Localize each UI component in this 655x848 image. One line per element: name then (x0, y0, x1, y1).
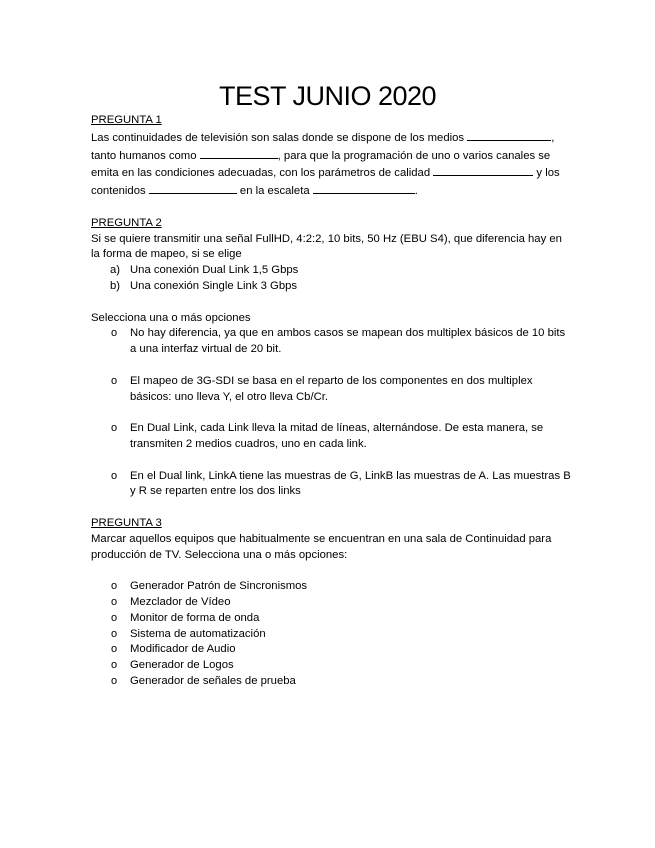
choice-text: Una conexión Dual Link 1,5 Gbps (130, 264, 299, 277)
option-text: Sistema de automatización (130, 627, 266, 640)
circle-bullet-icon: o (111, 643, 118, 656)
document-title: TEST JUNIO 2020 (218, 81, 437, 111)
question-2-options (91, 326, 571, 500)
option-item[interactable] (91, 326, 571, 358)
q1-text-part: , (551, 131, 555, 144)
blank-field-2[interactable] (200, 147, 278, 159)
q1-text-part: tanto humanos como (91, 149, 200, 162)
question-2-choices (91, 263, 571, 295)
spacer (91, 563, 571, 579)
option-item[interactable] (91, 642, 571, 658)
circle-bullet-icon: o (111, 327, 118, 340)
blank-field-5[interactable] (313, 182, 415, 194)
option-item[interactable] (91, 627, 571, 643)
option-text: Modificador de Audio (130, 643, 236, 656)
question-1 (91, 113, 571, 200)
option-item[interactable] (91, 674, 571, 690)
question-1-text (91, 129, 571, 200)
question-3-heading: PREGUNTA 3 (91, 516, 162, 529)
choice-item (91, 263, 571, 279)
question-3-intro: Marcar aquellos equipos que habitualmente se encuentran en una sala de Continuidad para producción de TV. Selecciona una o más opciones: (91, 532, 552, 561)
option-text: En el Dual link, LinkA tiene las muestras de G, LinkB las muestras de A. Las muestras B y R se reparten entre los dos links (130, 469, 571, 498)
question-2-intro: Si se quiere transmitir una señal FullHD, 4:2:2, 10 bits, 50 Hz (EBU S4), que diferencia hay en la forma de mapeo, si se elige (91, 232, 562, 261)
question-2-heading: PREGUNTA 2 (91, 216, 162, 229)
circle-bullet-icon: o (111, 469, 118, 482)
question-1-heading: PREGUNTA 1 (91, 114, 162, 126)
blank-field-4[interactable] (149, 182, 237, 194)
circle-bullet-icon: o (111, 627, 118, 640)
option-item[interactable] (91, 595, 571, 611)
spacer (91, 500, 571, 516)
blank-field-3[interactable] (433, 164, 533, 176)
option-item[interactable] (91, 579, 571, 595)
option-item[interactable] (91, 421, 571, 453)
question-2 (91, 216, 571, 500)
question-3 (91, 516, 571, 690)
question-2-prompt: Selecciona una o más opciones (91, 311, 251, 324)
option-item[interactable] (91, 658, 571, 674)
q1-text-part: , para que la programación de uno o varios canales se emita en las condiciones adecuadas, con los parámetros de calidad (91, 149, 551, 180)
option-text: Generador Patrón de Sincronismos (130, 580, 308, 593)
choice-marker: a) (110, 264, 121, 277)
q1-text-part: y (533, 167, 543, 180)
option-text: Mezclador de Vídeo (130, 595, 231, 608)
circle-bullet-icon: o (111, 595, 118, 608)
option-item[interactable] (91, 374, 571, 406)
option-text: Generador de señales de prueba (130, 674, 296, 687)
option-text: Monitor de forma de onda (130, 611, 260, 624)
option-item[interactable] (91, 611, 571, 627)
spacer (91, 200, 571, 216)
circle-bullet-icon: o (111, 422, 118, 435)
circle-bullet-icon: o (111, 580, 118, 593)
option-item[interactable] (91, 469, 571, 501)
q1-text-part: . (414, 185, 418, 198)
option-text: En Dual Link, cada Link lleva la mitad de líneas, alternándose. De esta manera, se transmiten 2 medios cuadros, uno en cada link. (130, 422, 544, 450)
choice-item (91, 279, 571, 295)
option-text: Generador de Logos (130, 659, 234, 672)
spacer (91, 295, 571, 311)
q1-text-part: en la escaleta (236, 185, 313, 198)
question-3-options (91, 579, 571, 690)
circle-bullet-icon: o (111, 659, 118, 672)
choice-text: Una conexión Single Link 3 Gbps (130, 279, 298, 292)
option-text: No hay diferencia, ya que en ambos casos se mapean dos multiplex básicos de 10 bits a una interfaz virtual de 20 bit. (130, 327, 566, 356)
blank-field-1[interactable] (467, 129, 551, 141)
q1-text-part: los contenidos (91, 167, 560, 198)
option-text: El mapeo de 3G-SDI se basa en el reparto de los componentes en dos multiplex básicos: uno lleva Y, el otro lleva Cb/Cr. (130, 374, 533, 403)
choice-marker: b) (110, 279, 121, 292)
document-body (91, 113, 571, 690)
q1-text-part: Las continuidades de televisión son salas donde se dispone de los medios (91, 131, 468, 144)
circle-bullet-icon: o (111, 674, 118, 687)
circle-bullet-icon: o (111, 374, 118, 387)
circle-bullet-icon: o (111, 611, 118, 624)
